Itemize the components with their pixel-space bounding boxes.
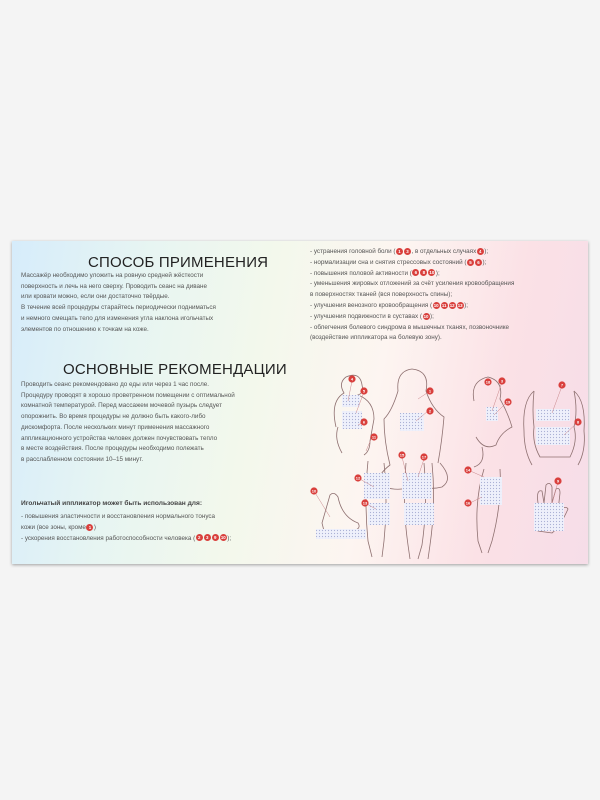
zone-number-badge: 6 [475, 259, 482, 266]
paragraph-line: опорожнить. Во время процедуры не должно быть какого-либо [21, 413, 206, 421]
zone-badge-label: 3 [500, 378, 504, 384]
zone-number-badge: 12 [449, 302, 455, 308]
zone-badge-label: 12 [355, 475, 361, 481]
list-item: - нормализации сна и снятия стрессовых состояний ( 5 6 ); [310, 258, 487, 266]
paragraph-line: Процедуру проводят в хорошо проветренном помещении с оптимальной [21, 391, 235, 399]
section-title-recommendations: ОСНОВНЫЕ РЕКОМЕНДАЦИИ [63, 361, 287, 378]
paragraph-line: в месте воздействия. После процедуры необходимо полежать [21, 445, 204, 453]
zone-badge-label: 18 [485, 379, 491, 385]
zone-number-badge: 10 [220, 535, 226, 541]
zone-badge-label: 7 [560, 382, 564, 388]
zone-badge-label: 4 [350, 376, 354, 382]
paragraph-line: дискомфорта. После нескольких минут применения массажного [21, 423, 210, 431]
zone-badge-label: 13 [362, 500, 368, 506]
paragraph-line: Массажёр необходимо уложить на ровную средней жёсткости [21, 272, 204, 279]
zone-number-badge: 6 [412, 269, 419, 276]
zone-number-badge: 8 [420, 269, 427, 276]
list-item: - улучшения венозного кровообращения ( 10 11 12 13 ); [310, 301, 468, 309]
zone-number-badge: 3 [404, 248, 411, 255]
list-item-text: - уменьшения жировых отложений за счёт усиления кровообращения [310, 280, 515, 288]
list-item-text: - повышения половой активности ( [310, 269, 412, 277]
zone-badge-label: 17 [421, 454, 427, 460]
zone-badge-label: 11 [371, 434, 377, 440]
list-item-text: - ускорения восстановления работоспособности человека ( [21, 534, 196, 542]
list-item-text: - повышения эластичности и восстановления нормального тонуса [21, 513, 216, 520]
zone-number-badge: 1 [86, 524, 93, 531]
zone-number-badge: 11 [441, 302, 447, 308]
zone-badge-label: 14 [465, 467, 471, 473]
zone-badge-label: 1 [428, 388, 432, 394]
paragraph-line: поверхность и лечь на него сверху. Проводить сеанс на диване [21, 282, 207, 290]
list-item-text: - улучшения подвижности в суставах ( [310, 312, 423, 320]
list-item: - ускорения восстановления работоспособности человека ( 2 3 9 10 ); [21, 534, 232, 542]
list-item: - устранения головной боли ( 1 3 , в отдельных случаях 4 ); [310, 248, 489, 255]
list-item-text: - устранения головной боли ( [310, 248, 396, 255]
paragraph-line: и немного смещать тело для изменения угла наклона игольчатых [21, 314, 214, 322]
body-zones-illustration [12, 241, 588, 564]
list-item: кожи (все зоны, кроме 1 ) [21, 523, 97, 531]
zone-badge-label: 2 [428, 408, 432, 414]
paragraph-line: в расслабленном состоянии 10–15 минут. [21, 455, 144, 463]
zone-badge-label: 6 [362, 419, 366, 425]
list-item-text: - улучшения венозного кровообращения ( [310, 301, 433, 309]
list-item-text: - облегчения болевого синдрома в мышечных тканях, позвоночнике [310, 323, 510, 331]
zone-number-badge: 5 [467, 259, 474, 266]
zone-number-badge: 3 [204, 534, 211, 541]
zone-number-badge: 2 [196, 534, 203, 541]
zone-badge-label: 5 [362, 388, 366, 394]
zone-number-badge: 9 [212, 534, 219, 541]
paragraph-line: Проводить сеанс рекомендовано до еды или через 1 час после. [21, 381, 210, 388]
list-item: - повышения половой активности ( 6 8 10 ); [310, 269, 440, 277]
paragraph-line: или кровати можно, если они достаточно твёрдые. [21, 293, 170, 301]
section-title-usage: СПОСОБ ПРИМЕНЕНИЯ [88, 254, 269, 271]
paragraph-line: комнатной температурой. Перед массажем мочевой пузырь следует [21, 402, 222, 410]
list-item-text: в поверхностях тканей (вся поверхность спины); [310, 291, 453, 299]
zone-number-badge: 10 [423, 313, 429, 319]
zone-badge-label: 19 [505, 399, 511, 405]
zone-badge-label: 10 [311, 488, 317, 494]
zone-number-badge: 1 [396, 248, 403, 255]
zone-number-badge: 10 [429, 270, 435, 276]
paragraph-line: элементов по отношению к точкам на коже. [21, 325, 149, 333]
list-item-text: кожи (все зоны, кроме [21, 523, 86, 531]
list-item-text: - нормализации сна и снятия стрессовых состояний ( [310, 258, 467, 266]
zone-badge-label: 15 [399, 452, 405, 458]
list-item: - улучшения подвижности в суставах ( 10 ); [310, 312, 434, 320]
paragraph-line: аппликационного устройства человек должен почувствовать тепло [21, 434, 218, 442]
paragraph-line: В течение всей процедуры старайтесь периодически подниматься [21, 304, 216, 312]
usage-list-heading: Игольчатый иппликатор может быть использован для: [21, 500, 203, 507]
zone-number-badge: 13 [457, 302, 463, 308]
instruction-card [12, 241, 588, 564]
zone-number-badge: 10 [433, 302, 439, 308]
zone-number-badge: 4 [477, 248, 484, 255]
zone-badge-label: 9 [556, 478, 560, 484]
zone-badge-label: 8 [576, 419, 580, 425]
zone-badge-label: 16 [465, 500, 471, 506]
list-item-text: (воздействие иппликатора на болевую зону). [310, 334, 442, 342]
